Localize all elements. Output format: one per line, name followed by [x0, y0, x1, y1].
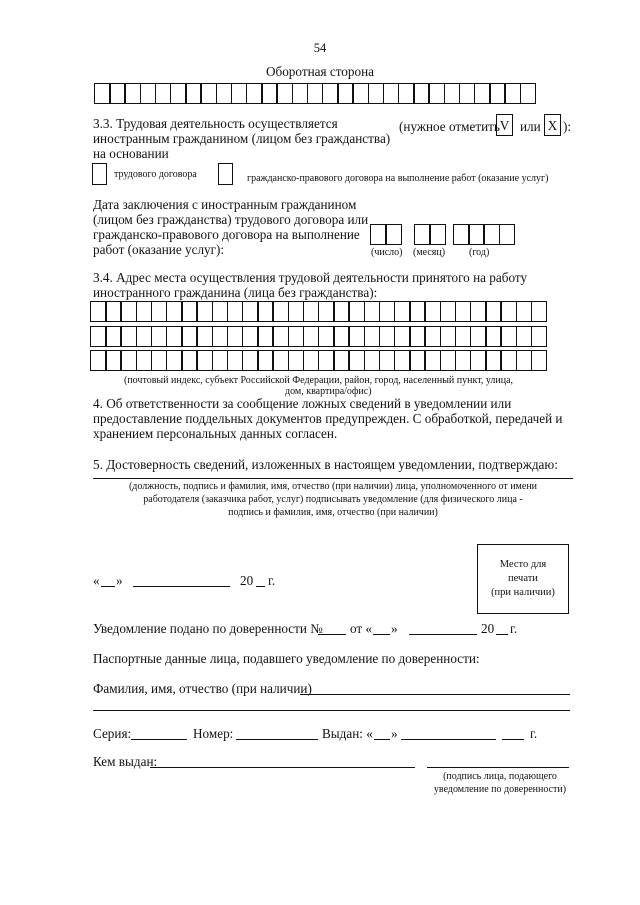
input-cell[interactable] [136, 350, 153, 371]
input-cell[interactable] [470, 326, 487, 347]
input-cell[interactable] [196, 301, 213, 322]
input-cell[interactable] [196, 326, 213, 347]
s33-note: (нужное отметить [399, 119, 500, 134]
input-cell[interactable] [483, 224, 500, 245]
input-cell[interactable] [516, 301, 533, 322]
s5-caption-2: работодателя (заказчика работ, услуг) подписывать уведомление (для физического лица - [143, 494, 523, 505]
input-cell[interactable] [440, 326, 457, 347]
s34-line1: 3.4. Адрес места осуществления трудовой деятельности принятого на работу [93, 270, 528, 285]
sig-caption-2: уведомление по доверенности) [433, 784, 567, 795]
input-cell[interactable] [470, 301, 487, 322]
input-cell[interactable] [140, 83, 157, 104]
input-cell[interactable] [455, 326, 472, 347]
input-cell[interactable] [394, 350, 411, 371]
input-cell[interactable] [288, 326, 305, 347]
input-cell[interactable] [409, 301, 426, 322]
input-cell[interactable] [90, 350, 107, 371]
input-cell[interactable] [242, 326, 259, 347]
input-cell[interactable] [303, 326, 320, 347]
date-year-prefix: 20 [240, 573, 254, 588]
checkbox-civil-contract[interactable] [218, 163, 233, 185]
month-cells[interactable] [414, 224, 444, 245]
input-cell[interactable] [429, 224, 446, 245]
input-cell[interactable] [109, 83, 126, 104]
mark-x: X [547, 118, 558, 133]
input-cell[interactable] [468, 224, 485, 245]
input-cell[interactable] [276, 83, 293, 104]
checkbox-labor-contract[interactable] [92, 163, 107, 185]
input-cell[interactable] [155, 83, 172, 104]
input-cell[interactable] [292, 83, 309, 104]
issued-by-label: Кем выдан: [93, 754, 158, 769]
proxy-signature-line[interactable] [427, 767, 569, 768]
number-label: Номер: [193, 726, 234, 741]
input-cell[interactable] [414, 224, 431, 245]
input-cell[interactable] [337, 83, 354, 104]
opt-civil-contract: гражданско-правового договора на выполнение работ (оказание услуг) [247, 173, 549, 184]
page-title: Оборотная сторона [265, 64, 374, 79]
s5-line1: 5. Достоверность сведений, изложенных в настоящем уведомлении, подтверждаю: [93, 457, 558, 472]
input-cell[interactable] [485, 326, 502, 347]
year-cells[interactable] [453, 224, 514, 245]
input-cell[interactable] [166, 301, 183, 322]
input-cell[interactable] [322, 83, 339, 104]
input-cell[interactable] [485, 301, 502, 322]
issued-g: г. [530, 726, 538, 741]
proxy-month-line[interactable] [409, 634, 477, 635]
number-line[interactable] [236, 739, 318, 740]
s33-line2: иностранным гражданином (лицом без гражданства) [93, 131, 391, 146]
input-cell[interactable] [151, 326, 168, 347]
s33-or: или [520, 119, 541, 134]
input-cell[interactable] [318, 326, 335, 347]
input-cell[interactable] [200, 83, 217, 104]
input-cell[interactable] [485, 350, 502, 371]
input-cell[interactable] [307, 83, 324, 104]
proxy-number-line[interactable] [318, 634, 346, 635]
date-l4: работ (оказание услуг): [93, 242, 225, 257]
input-cell[interactable] [181, 326, 198, 347]
signature-line[interactable] [93, 478, 573, 479]
year-caption: (год) [469, 247, 490, 258]
input-cell[interactable] [196, 350, 213, 371]
stamp-box [477, 544, 569, 614]
input-cell[interactable] [246, 83, 263, 104]
input-cell[interactable] [531, 301, 548, 322]
date-year-line[interactable] [256, 586, 265, 587]
input-cell[interactable] [288, 301, 305, 322]
address-cells-row3[interactable] [90, 350, 546, 371]
date-l1: Дата заключения с иностранным гражданином [93, 197, 357, 212]
input-cell[interactable] [212, 301, 229, 322]
day-caption: (число) [371, 247, 403, 258]
input-cell[interactable] [318, 301, 335, 322]
date-day-line[interactable] [101, 586, 115, 587]
input-cell[interactable] [257, 326, 274, 347]
input-cell[interactable] [242, 350, 259, 371]
input-cell[interactable] [379, 301, 396, 322]
input-cell[interactable] [333, 326, 350, 347]
input-cell[interactable] [151, 350, 168, 371]
input-cell[interactable] [90, 301, 107, 322]
input-cell[interactable] [170, 83, 187, 104]
issued-month-line[interactable] [401, 739, 496, 740]
issued-day-line[interactable] [374, 739, 390, 740]
input-cell[interactable] [212, 350, 229, 371]
address-cells-row1[interactable] [90, 301, 546, 322]
input-cell[interactable] [531, 326, 548, 347]
fio-line[interactable] [300, 694, 570, 695]
input-cell[interactable] [348, 301, 365, 322]
date-l2: (лицом без гражданства) трудового договора или [93, 212, 369, 227]
date-l3: гражданско-правового договора на выполнение [93, 227, 360, 242]
day-cells[interactable] [370, 224, 400, 245]
proxy-day-line[interactable] [373, 634, 390, 635]
input-cell[interactable] [166, 350, 183, 371]
input-cell[interactable] [105, 350, 122, 371]
input-cell[interactable] [489, 83, 506, 104]
s4-line3: хранением персональных данных согласен. [93, 426, 338, 441]
input-cell[interactable] [453, 224, 470, 245]
stamp-l1: Место для [499, 559, 547, 570]
input-cell[interactable] [257, 350, 274, 371]
issued-by-line[interactable] [150, 767, 415, 768]
input-cell[interactable] [120, 301, 137, 322]
input-cell[interactable] [379, 326, 396, 347]
input-cell[interactable] [272, 326, 289, 347]
input-cell[interactable] [181, 350, 198, 371]
s33-close: ): [563, 119, 572, 134]
input-cell[interactable] [499, 224, 516, 245]
proxy-year: 20 [481, 621, 495, 636]
input-cell[interactable] [459, 83, 476, 104]
input-cell[interactable] [368, 83, 385, 104]
input-cell[interactable] [531, 350, 548, 371]
s4-line2: предоставление поддельных документов предупрежден. С обработкой, передачей и [93, 411, 563, 426]
date-g: г. [268, 573, 276, 588]
sig-caption-1: (подпись лица, подающего [443, 771, 557, 782]
input-cell[interactable] [105, 301, 122, 322]
input-cell[interactable] [272, 350, 289, 371]
input-cell[interactable] [242, 301, 259, 322]
input-cell[interactable] [500, 350, 517, 371]
proxy-close: » [391, 621, 398, 636]
s34-line2: иностранного гражданина (лица без гражданства): [93, 285, 378, 300]
issued-label: Выдан: « [322, 726, 373, 741]
address-caption-1: (почтовый индекс, субъект Российской Федерации, район, город, населенный пункт, улица, [124, 375, 514, 386]
input-cell[interactable] [120, 326, 137, 347]
month-caption: (месяц) [413, 247, 446, 258]
input-cell[interactable] [455, 350, 472, 371]
input-cell[interactable] [413, 83, 430, 104]
proxy-from: от « [350, 621, 373, 636]
input-cell[interactable] [105, 326, 122, 347]
input-cell[interactable] [364, 301, 381, 322]
input-cell[interactable] [398, 83, 415, 104]
input-cell[interactable] [261, 83, 278, 104]
input-cell[interactable] [364, 326, 381, 347]
top-cell-grid[interactable] [94, 83, 535, 104]
input-cell[interactable] [409, 326, 426, 347]
input-cell[interactable] [136, 301, 153, 322]
input-cell[interactable] [394, 326, 411, 347]
passport-title: Паспортные данные лица, подавшего уведомление по доверенности: [93, 651, 480, 666]
stamp-l2: печати [508, 573, 538, 584]
input-cell[interactable] [424, 301, 441, 322]
input-cell[interactable] [227, 301, 244, 322]
input-cell[interactable] [364, 350, 381, 371]
date-month-line[interactable] [133, 586, 230, 587]
input-cell[interactable] [385, 224, 402, 245]
input-cell[interactable] [257, 301, 274, 322]
s5-caption-1: (должность, подпись и фамилия, имя, отчество (при наличии) лица, уполномоченного от имени [128, 481, 538, 492]
input-cell[interactable] [409, 350, 426, 371]
input-cell[interactable] [136, 326, 153, 347]
input-cell[interactable] [288, 350, 305, 371]
input-cell[interactable] [120, 350, 137, 371]
input-cell[interactable] [124, 83, 141, 104]
input-cell[interactable] [181, 301, 198, 322]
input-cell[interactable] [303, 301, 320, 322]
fio-line-2[interactable] [93, 710, 570, 711]
mark-x-box [544, 114, 561, 136]
input-cell[interactable] [94, 83, 111, 104]
input-cell[interactable] [166, 326, 183, 347]
s33-line3: на основании [93, 146, 169, 161]
input-cell[interactable] [379, 350, 396, 371]
input-cell[interactable] [318, 350, 335, 371]
input-cell[interactable] [428, 83, 445, 104]
input-cell[interactable] [520, 83, 537, 104]
input-cell[interactable] [90, 326, 107, 347]
input-cell[interactable] [151, 301, 168, 322]
input-cell[interactable] [333, 350, 350, 371]
input-cell[interactable] [348, 350, 365, 371]
input-cell[interactable] [185, 83, 202, 104]
input-cell[interactable] [444, 83, 461, 104]
input-cell[interactable] [333, 301, 350, 322]
input-cell[interactable] [212, 326, 229, 347]
input-cell[interactable] [440, 301, 457, 322]
input-cell[interactable] [504, 83, 521, 104]
address-cells-row2[interactable] [90, 326, 546, 347]
input-cell[interactable] [440, 350, 457, 371]
input-cell[interactable] [500, 301, 517, 322]
input-cell[interactable] [272, 301, 289, 322]
input-cell[interactable] [227, 350, 244, 371]
input-cell[interactable] [227, 326, 244, 347]
page-number: 54 [313, 41, 327, 55]
input-cell[interactable] [370, 224, 387, 245]
input-cell[interactable] [352, 83, 369, 104]
input-cell[interactable] [424, 326, 441, 347]
fio-label: Фамилия, имя, отчество (при наличии) [93, 681, 312, 696]
address-caption-2: дом, квартира/офис) [285, 386, 372, 397]
s5-caption-3: подпись и фамилия, имя, отчество (при наличии) [228, 507, 438, 518]
proxy-label: Уведомление подано по доверенности № [93, 621, 323, 636]
input-cell[interactable] [424, 350, 441, 371]
input-cell[interactable] [348, 326, 365, 347]
opt-labor-contract: трудового договора [114, 169, 197, 180]
stamp-l3: (при наличии) [491, 587, 555, 598]
issued-close: » [391, 726, 398, 741]
series-line[interactable] [131, 739, 187, 740]
series-label: Серия: [93, 726, 132, 741]
date-close: » [116, 573, 123, 588]
proxy-year-line[interactable] [496, 634, 508, 635]
s33-line1: 3.3. Трудовая деятельность осуществляется [93, 116, 338, 131]
input-cell[interactable] [394, 301, 411, 322]
s4-line1: 4. Об ответственности за сообщение ложных сведений в уведомлении или [93, 396, 512, 411]
input-cell[interactable] [474, 83, 491, 104]
input-cell[interactable] [516, 350, 533, 371]
issued-year-line[interactable] [502, 739, 524, 740]
input-cell[interactable] [383, 83, 400, 104]
input-cell[interactable] [470, 350, 487, 371]
input-cell[interactable] [303, 350, 320, 371]
proxy-g: г. [510, 621, 518, 636]
input-cell[interactable] [516, 326, 533, 347]
date-open: « [93, 573, 100, 588]
mark-v: V [499, 118, 510, 133]
input-cell[interactable] [500, 326, 517, 347]
input-cell[interactable] [216, 83, 233, 104]
mark-v-box [496, 114, 513, 136]
input-cell[interactable] [231, 83, 248, 104]
input-cell[interactable] [455, 301, 472, 322]
